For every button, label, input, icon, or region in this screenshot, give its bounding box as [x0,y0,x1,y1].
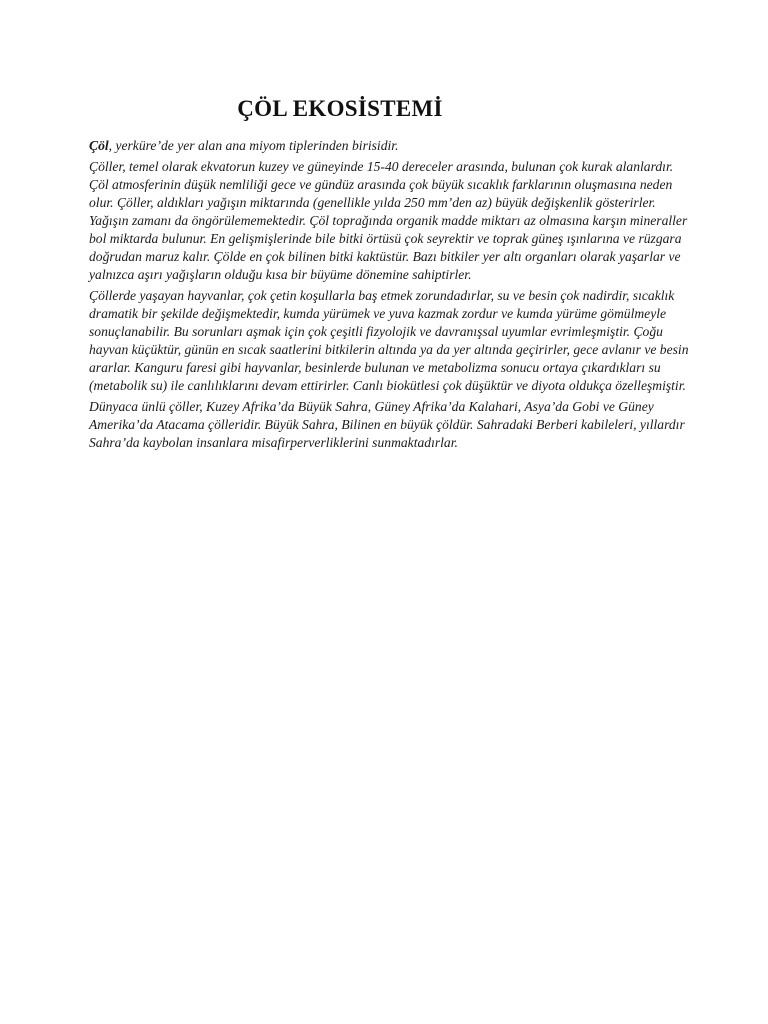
page-title: ÇÖL EKOSİSTEMİ [237,96,443,121]
intro-lead-word: Çöl [89,138,109,153]
paragraph-characteristics: Çöller, temel olarak ekvatorun kuzey ve güneyinde 15-40 dereceler arasında, bulunan çok kurak alanlardır. Çöl atmosferinin düşük nemliliği gece ve gündüz arasında çok büyük sıcaklık farklarının oluşmasına neden olur. Çöller, aldıkları yağışın miktarında (genellikle yılda 250 mm’den az) büyük değişkenlik gösterirler. Yağışın zamanı da öngörülememektedir. Çöl toprağında organik madde miktarı az olmasına karşın mineraller bol miktarda bulunur. En gelişmişlerinde bile bitki örtüsü çok seyrektir ve toprak güneş ışınlarına ve rüzgara doğrudan maruz kalır. Çölde en çok bilinen bitki kaktüstür. Bazı bitkiler yer altı organları olarak yaşarlar ve yalnızca aşırı yağışların olduğu kısa bir büyüme dönemine sahiptirler. [89,159,688,282]
document-body [89,137,689,455]
intro-paragraph [89,137,689,155]
intro-rest: , yerküre’de yer alan ana miyom tiplerinden birisidir. [108,138,399,153]
paragraph-animals: Çöllerde yaşayan hayvanlar, çok çetin koşullarla baş etmek zorundadırlar, su ve besin çok nadirdir, sıcaklık dramatik bir şekilde değişmektedir, kumda yürümek ve yuva kazmak zordur ve kumda yürüme gömülmeyle sonuçlanabilir. Bu sorunları aşmak için çok çeşitli fizyolojik ve davranışsal uyumlar evrimleşmiştir. Çoğu hayvan küçüktür, günün en sıcak saatlerini bitkilerin altında ya da yer altında geçirirler, gece avlanır ve besin ararlar. Kanguru faresi gibi hayvanlar, besinlerde bulunan ve metabolizma sonucu ortaya çıkardıkları su (metabolik su) ile canlılıklarını devam ettirirler. Canlı biokütlesi çok düşüktür ve diyota oldukça özelleşmiştir. [89,288,689,393]
paragraph-famous-deserts: Dünyaca ünlü çöller, Kuzey Afrika’da Büyük Sahra, Güney Afrika’da Kalahari, Asya’da Gobi ve Güney Amerika’da Atacama çölleridir. Büyük Sahra, Bilinen en büyük çöldür. Sahradaki Berberi kabileleri, yıllardır Sahra’da kaybolan insanlara misafirperverliklerini sunmaktadırlar. [89,399,685,450]
